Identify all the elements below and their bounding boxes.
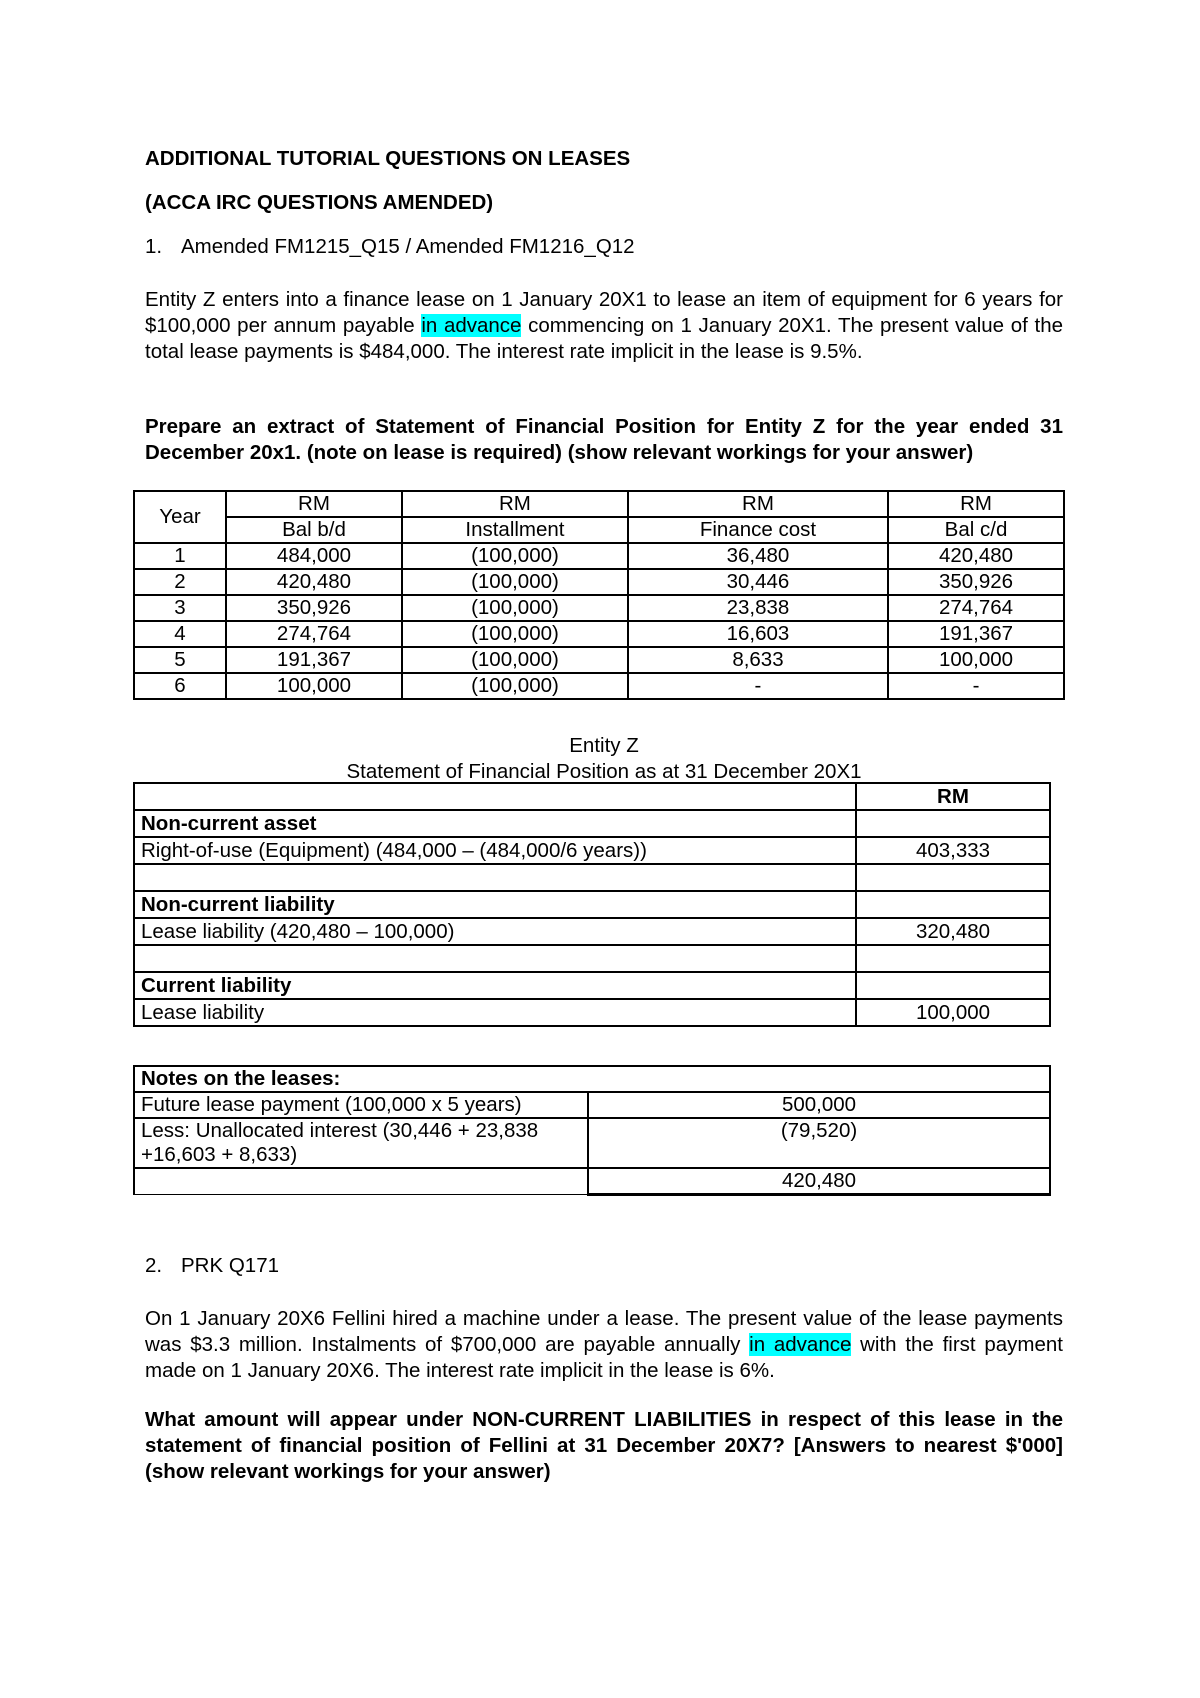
notes-heading: Notes on the leases: [134, 1066, 1050, 1092]
question-1-number: 1. [145, 235, 163, 258]
table-cell: 1 [134, 543, 226, 569]
lease-notes-table [133, 1065, 1051, 1196]
column-header: Finance cost [628, 517, 888, 543]
table-cell: 274,764 [888, 595, 1064, 621]
column-header: Bal b/d [226, 517, 402, 543]
table-cell: 274,764 [226, 621, 402, 647]
question-2-text-b: with the first payment made on 1 January 20X6. The interest rate implicit in the lease is 6%. [145, 1333, 1063, 1382]
sofp-table [133, 782, 1051, 1027]
question-1-instruction: Prepare an extract of Statement of Financial Position for Entity Z for the year ended 31 December 20x1. (note on lease is required) (show relevant workings for your answer) [145, 415, 1063, 464]
sofp-heading: Statement of Financial Position as at 31 December 20X1 [346, 760, 862, 783]
table-row [134, 972, 1050, 999]
notes-value: 500,000 [588, 1092, 1050, 1118]
table-cell: 2 [134, 569, 226, 595]
table-cell: 100,000 [888, 647, 1064, 673]
table-cell: (100,000) [402, 543, 628, 569]
question-1-text-b: commencing on 1 January 20X1. The present value of the total lease payments is $484,000. The interest rate implicit in the lease is 9.5%. [145, 314, 1064, 363]
table-cell: 6 [134, 673, 226, 699]
column-header: Installment [402, 517, 628, 543]
question-2-title: PRK Q171 [181, 1254, 279, 1277]
table-cell: 36,480 [628, 543, 888, 569]
table-row [134, 647, 1064, 673]
question-2-instruction: What amount will appear under NON-CURRENT LIABILITIES in respect of this lease in the statement of financial position of Fellini at 31 December 20X7? [Answers to nearest $'000] (show relevant workings for your answer) [145, 1408, 1063, 1483]
table-cell: 100,000 [226, 673, 402, 699]
table-row [134, 864, 1050, 891]
table-cell: 4 [134, 621, 226, 647]
table-cell [856, 891, 1050, 918]
document-title: ADDITIONAL TUTORIAL QUESTIONS ON LEASES [145, 147, 631, 170]
notes-label-line: Less: Unallocated interest (30,446 + 23,838 [141, 1119, 539, 1142]
line-item-label: Lease liability [134, 999, 856, 1026]
currency-header: RM [226, 491, 402, 517]
line-item-label: Lease liability (420,480 – 100,000) [134, 918, 856, 945]
question-1-highlight: in advance [421, 314, 522, 337]
table-cell: (100,000) [402, 569, 628, 595]
line-item-label: Right-of-use (Equipment) (484,000 – (484,000/6 years)) [134, 837, 856, 864]
table-row [134, 810, 1050, 837]
document-subtitle: (ACCA IRC QUESTIONS AMENDED) [145, 191, 494, 214]
question-2-number: 2. [145, 1254, 163, 1277]
table-cell: 16,603 [628, 621, 888, 647]
table-cell: (100,000) [402, 673, 628, 699]
table-cell [856, 864, 1050, 891]
table-row [134, 1118, 1050, 1168]
table-row [134, 569, 1064, 595]
table-row [134, 517, 1064, 543]
line-item-value: 320,480 [856, 918, 1050, 945]
table-cell: 420,480 [226, 569, 402, 595]
year-header: Year [134, 491, 226, 543]
table-cell: (100,000) [402, 621, 628, 647]
table-cell [856, 810, 1050, 837]
table-cell: (100,000) [402, 647, 628, 673]
table-row [134, 783, 1050, 810]
question-1-body [145, 287, 1063, 365]
table-cell [856, 945, 1050, 972]
table-row [134, 945, 1050, 972]
table-row [134, 1168, 1050, 1195]
question-1-text-a: Entity Z enters into a finance lease on 1 January 20X1 to lease an item of equipment for 6 years for $100,000 per annum payable [145, 288, 1063, 337]
table-cell: 191,367 [888, 621, 1064, 647]
table-cell: 23,838 [628, 595, 888, 621]
table-cell: 484,000 [226, 543, 402, 569]
table-cell: 350,926 [226, 595, 402, 621]
notes-total: 420,480 [588, 1168, 1050, 1195]
table-cell: 420,480 [888, 543, 1064, 569]
question-2-heading [145, 1253, 279, 1279]
table-row [134, 595, 1064, 621]
table-row [134, 491, 1064, 517]
table-row [134, 891, 1050, 918]
table-cell [134, 945, 856, 972]
table-row [134, 837, 1050, 864]
table-row [134, 1092, 1050, 1118]
table-row [134, 999, 1050, 1026]
table-row [134, 673, 1064, 699]
table-cell: - [628, 673, 888, 699]
line-item-value: 403,333 [856, 837, 1050, 864]
column-header: Bal c/d [888, 517, 1064, 543]
currency-header: RM [402, 491, 628, 517]
notes-label [134, 1118, 588, 1168]
table-row [134, 1066, 1050, 1092]
table-row [134, 543, 1064, 569]
currency-header: RM [856, 783, 1050, 810]
notes-label-line: +16,603 + 8,633) [141, 1143, 298, 1166]
table-cell: 30,446 [628, 569, 888, 595]
question-2-text-a: On 1 January 20X6 Fellini hired a machine under a lease. The present value of the lease payments was $3.3 million. Instalments of $700,000 are payable annually [145, 1307, 1063, 1356]
notes-label: Future lease payment (100,000 x 5 years) [134, 1092, 588, 1118]
table-cell [856, 972, 1050, 999]
table-cell [134, 783, 856, 810]
section-label: Non-current liability [134, 891, 856, 918]
table-row [134, 918, 1050, 945]
question-2-highlight: in advance [749, 1333, 852, 1356]
currency-header: RM [888, 491, 1064, 517]
notes-value: (79,520) [588, 1118, 1050, 1168]
table-cell: 350,926 [888, 569, 1064, 595]
lease-schedule-table [133, 490, 1065, 700]
table-cell: 5 [134, 647, 226, 673]
sofp-entity: Entity Z [569, 734, 639, 757]
question-1-title: Amended FM1215_Q15 / Amended FM1216_Q12 [181, 235, 635, 258]
section-label: Non-current asset [134, 810, 856, 837]
line-item-value: 100,000 [856, 999, 1050, 1026]
question-1-heading [145, 234, 635, 260]
table-cell: (100,000) [402, 595, 628, 621]
question-2-body [145, 1306, 1063, 1384]
section-label: Current liability [134, 972, 856, 999]
table-cell [134, 864, 856, 891]
table-cell: - [888, 673, 1064, 699]
table-cell: 3 [134, 595, 226, 621]
table-cell: 191,367 [226, 647, 402, 673]
table-cell [134, 1168, 588, 1195]
currency-header: RM [628, 491, 888, 517]
table-cell: 8,633 [628, 647, 888, 673]
table-row [134, 621, 1064, 647]
